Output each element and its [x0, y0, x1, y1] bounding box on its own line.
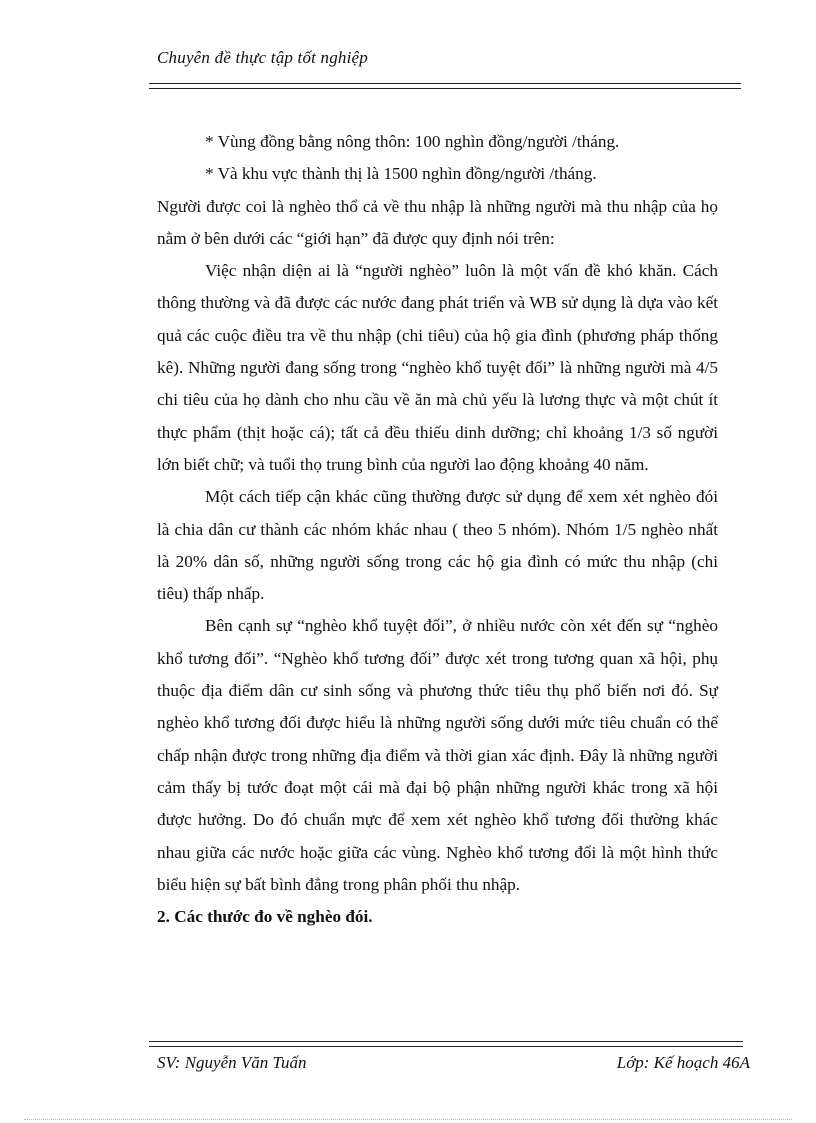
footer-class: Lớp: Kế hoạch 46A [616, 1053, 750, 1072]
paragraph-poverty-threshold: Người được coi là nghèo thổ cả về thu nhập là những người mà thu nhập của họ nằm ở bên dưới các “giới hạn” đã được quy định nói trên: [157, 196, 718, 248]
bullet-rural: * Vùng đồng bằng nông thôn: 100 nghìn đồng/người /tháng. [205, 132, 620, 151]
document-body [157, 126, 718, 933]
footer-student-name: SV: Nguyễn Văn Tuấn [157, 1053, 307, 1072]
paragraph-identifying-poor: Việc nhận diện ai là “người nghèo” luôn là một vấn đề khó khăn. Cách thông thường và đã được các nước đang phát triển và WB sử dụng là dựa vào kết quả các cuộc điều tra về thu nhập (chi tiêu) của hộ gia đình (phương pháp thống kê). Những người đang sống trong “nghèo khổ tuyệt đối” là những người mà 4/5 chi tiêu của họ dành cho nhu cầu về ăn mà chủ yếu là lương thực và một chút ít thực phẩm (thịt hoặc cá); tất cả đều thiếu dinh dưỡng; chỉ khoảng 1/3 số người lớn biết chữ; và tuổi thọ trung bình của người lao động khoảng 40 năm. [157, 261, 718, 474]
page-header-title: Chuyên đề thực tập tốt nghiệp [157, 48, 369, 67]
paragraph-relative-poverty: Bên cạnh sự “nghèo khổ tuyệt đối”, ở nhiều nước còn xét đến sự “nghèo khổ tương đối”. “Nghèo khổ tương đối” được xét trong tương quan xã hội, phụ thuộc địa điểm dân cư sinh sống và phương thức tiêu thụ phổ biến nơi đó. Sự nghèo khổ tương đối được hiểu là những người sống dưới mức tiêu chuẩn có thể chấp nhận được trong những địa điểm và thời gian xác định. Đây là những người cảm thấy bị tước đoạt một cái mà đại bộ phận những người khác trong xã hội được hưởng. Do đó chuẩn mực để xem xét nghèo khổ tương đối thường khác nhau giữa các nước hoặc giữa các vùng. Nghèo khổ tương đối là một hình thức biểu hiện sự bất bình đẳng trong phân phối thu nhập. [157, 616, 718, 894]
page-bottom-border [24, 1119, 792, 1120]
paragraph-quintile-approach: Một cách tiếp cận khác cũng thường được sử dụng để xem xét nghèo đói là chia dân cư thành các nhóm khác nhau ( theo 5 nhóm). Nhóm 1/5 nghèo nhất là 20% dân số, những người sống trong các hộ gia đình có mức thu nhập (chi tiêu) thấp nhấp. [157, 487, 718, 604]
section-heading: 2. Các thước đo về nghèo đói. [157, 907, 373, 927]
footer-rule [149, 1041, 743, 1047]
bullet-urban: * Và khu vực thành thị là 1500 nghìn đồng/người /tháng. [205, 164, 597, 184]
header-rule [149, 83, 741, 89]
